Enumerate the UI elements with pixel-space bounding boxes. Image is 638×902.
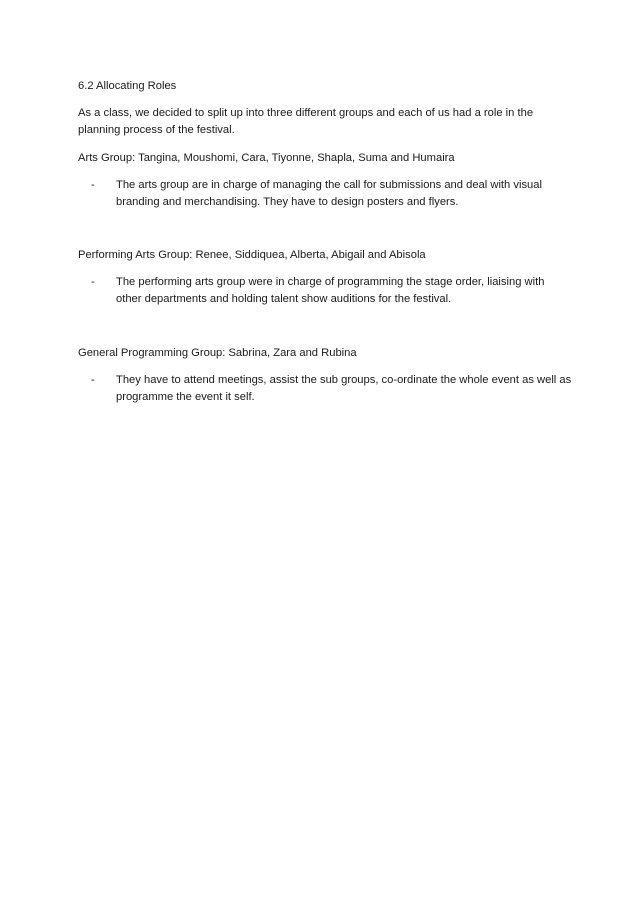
intro-line-2: planning process of the festival. [78, 124, 235, 136]
bullet-text [116, 177, 556, 211]
bullet-line: They have to attend meetings, assist the sub groups, co-ordinate the whole event as well as [116, 374, 572, 386]
section-heading: 6.2 Allocating Roles [78, 80, 177, 92]
bullet-line: The performing arts group were in charge of programming the stage order, liaising with [116, 276, 545, 288]
bullet-dash: - [91, 276, 95, 288]
bullet-dash: - [91, 374, 95, 386]
bullet-text [116, 274, 556, 308]
bullet-text [116, 372, 572, 406]
group-heading-arts: Arts Group: Tangina, Moushomi, Cara, Tiyonne, Shapla, Suma and Humaira [78, 152, 455, 164]
bullet-line: The arts group are in charge of managing the call for submissions and deal with visual [116, 179, 542, 191]
bullet-line: branding and merchandising. They have to design posters and flyers. [116, 196, 459, 208]
intro-line-1: As a class, we decided to split up into three different groups and each of us had a role in the [78, 107, 534, 119]
bullet-line: other departments and holding talent show auditions for the festival. [116, 293, 452, 305]
bullet-line: programme the event it self. [116, 391, 255, 403]
bullet-dash: - [91, 179, 95, 191]
group-heading-performing-arts: Performing Arts Group: Renee, Siddiquea, Alberta, Abigail and Abisola [78, 249, 426, 261]
group-heading-general-programming: General Programming Group: Sabrina, Zara and Rubina [78, 347, 357, 359]
